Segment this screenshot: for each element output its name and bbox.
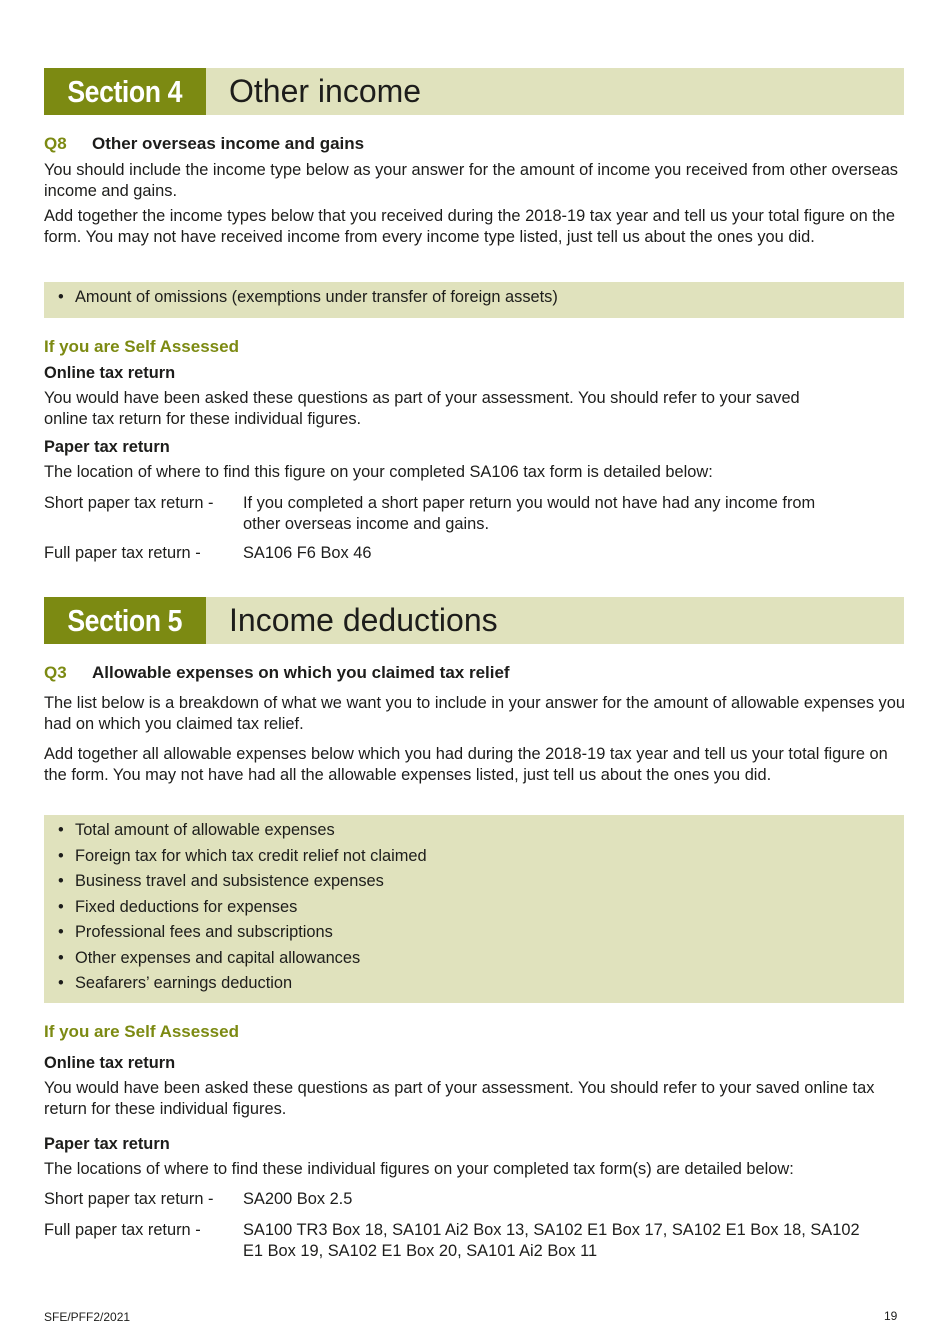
s4-full-value: SA106 F6 Box 46 <box>243 544 372 562</box>
page-number: 19 <box>884 1309 898 1323</box>
q8-heading <box>44 134 364 154</box>
bullet-item: • Foreign tax for which tax credit relief not claimed <box>44 844 904 870</box>
section-5-tag: Section 5 <box>44 597 206 644</box>
question-title: Allowable expenses on which you claimed tax relief <box>92 663 510 682</box>
s5-short-label: Short paper tax return - <box>44 1190 214 1208</box>
s5-short-value: SA200 Box 2.5 <box>243 1190 353 1208</box>
s4-online-text: You would have been asked these questions as part of your assessment. You should refer to your saved online tax return for these individual figures. <box>44 389 800 428</box>
s4-online-heading: Online tax return <box>44 364 176 382</box>
section-5-title: Income deductions <box>229 602 498 638</box>
question-title: Other overseas income and gains <box>92 134 365 153</box>
bullet-item: • Business travel and subsistence expenses <box>44 869 904 895</box>
question-number: Q8 <box>44 134 67 153</box>
section-4-title: Other income <box>229 73 422 109</box>
s4-intro-2: Add together the income types below that you received during the 2018-19 tax year and tell us your total figure on the form. You may not have received income from every income type listed, just tell us about the ones you did. <box>44 207 896 246</box>
s4-full-label: Full paper tax return - <box>44 544 201 562</box>
bullet-item: • Other expenses and capital allowances <box>44 946 904 972</box>
s5-intro-2: Add together all allowable expenses below which you had during the 2018-19 tax year and tell us your total figure on the form. You may not have had all the allowable expenses listed, just tell us about the ones you did. <box>44 745 888 784</box>
s5-online-heading: Online tax return <box>44 1054 176 1072</box>
bullet-item: • Professional fees and subscriptions <box>44 920 904 946</box>
q3-heading <box>44 663 510 683</box>
s5-full-value: SA100 TR3 Box 18, SA101 Ai2 Box 13, SA102 E1 Box 17, SA102 E1 Box 18, SA102 E1 Box 19, SA102 E1 Box 20, SA101 Ai2 Box 11 <box>243 1221 860 1260</box>
s5-paper-heading: Paper tax return <box>44 1135 170 1153</box>
s5-bullet-box <box>44 815 904 1003</box>
question-number: Q3 <box>44 663 67 682</box>
s5-full-label: Full paper tax return - <box>44 1221 201 1239</box>
s4-self-assessed-heading: If you are Self Assessed <box>44 337 239 356</box>
s4-bullet-box <box>44 282 904 318</box>
s4-intro-1: You should include the income type below as your answer for the amount of income you received from other overseas income and gains. <box>44 161 899 200</box>
bullet-item: • Total amount of allowable expenses <box>44 818 904 844</box>
s4-paper-text: The location of where to find this figure on your completed SA106 tax form is detailed below: <box>44 463 713 481</box>
s5-bullet-list <box>44 818 904 997</box>
s5-self-assessed-heading: If you are Self Assessed <box>44 1022 239 1041</box>
footer-reference: SFE/PFF2/2021 <box>44 1310 131 1324</box>
s5-online-text: You would have been asked these questions as part of your assessment. You should refer to your saved online tax return for these individual figures. <box>44 1079 875 1118</box>
bullet-item: • Seafarers’ earnings deduction <box>44 971 904 997</box>
s5-intro-1: The list below is a breakdown of what we want you to include in your answer for the amount of allowable expenses you had on which you claimed tax relief. <box>44 694 905 733</box>
s4-short-label: Short paper tax return - <box>44 494 214 512</box>
s4-bullet-list <box>44 285 904 311</box>
bullet-item: • Amount of omissions (exemptions under transfer of foreign assets) <box>44 285 904 311</box>
s4-short-value: If you completed a short paper return you would not have had any income from other overseas income and gains. <box>243 494 816 533</box>
s4-paper-heading: Paper tax return <box>44 438 170 456</box>
section-4-tag: Section 4 <box>44 68 206 115</box>
s5-paper-text: The locations of where to find these individual figures on your completed tax form(s) are detailed below: <box>44 1160 794 1178</box>
bullet-item: • Fixed deductions for expenses <box>44 895 904 921</box>
